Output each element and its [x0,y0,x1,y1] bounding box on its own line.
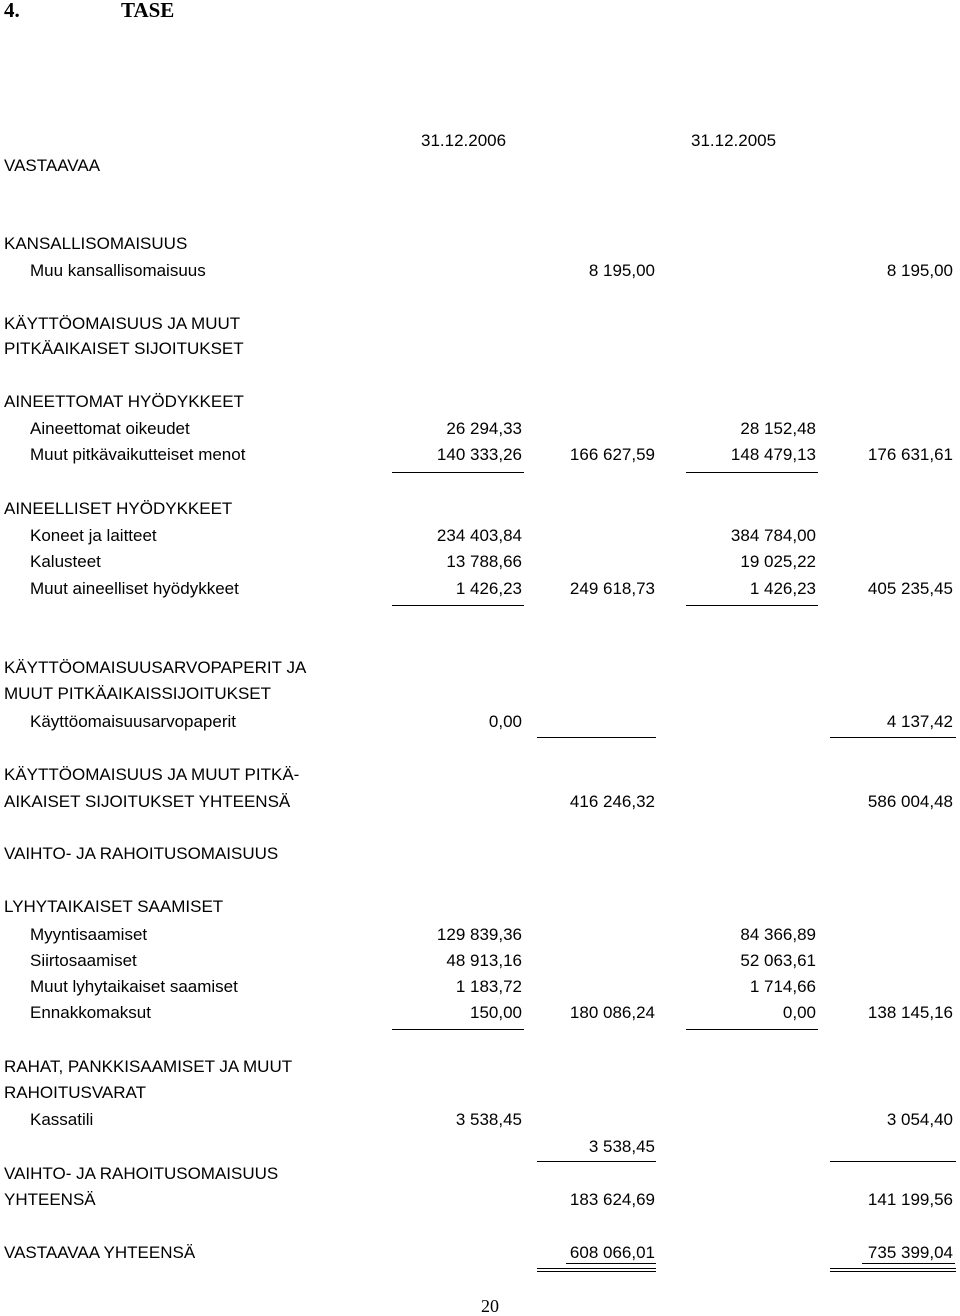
total-2006: 8 195,00 [588,261,655,280]
grand-total-2006: 608 066,01 [569,1243,655,1262]
value-2006: 129 839,36 [436,925,522,944]
row-label: Muut pitkävaikutteiset menot [30,445,246,464]
row-label: Koneet ja laitteet [30,526,157,545]
value-2006: 3 538,45 [455,1110,522,1129]
row-label: Muut lyhytaikaiset saamiset [30,977,238,996]
value-2005: 148 479,13 [730,445,816,464]
total-2005: 586 004,48 [867,792,953,811]
rahat-heading-1: RAHAT, PANKKISAAMISET JA MUUT [4,1057,293,1076]
row-label: Kalusteet [30,552,101,571]
value-2005: 52 063,61 [740,951,816,970]
value-2006: 1 183,72 [455,977,522,996]
row-label: Kassatili [30,1110,94,1129]
value-2006: 234 403,84 [436,526,522,545]
total-2006: 416 246,32 [569,792,655,811]
subtotal-underline [537,737,656,738]
value-2005: 19 025,22 [740,552,816,571]
kansallisomaisuus-heading: KANSALLISOMAISUUS [4,234,188,253]
row-label: Aineettomat oikeudet [30,419,190,438]
row-label: Siirtosaamiset [30,951,137,970]
subtotal-underline [830,1161,956,1162]
subtotal-underline [537,1161,656,1162]
page-number: 20 [481,1296,499,1316]
total-2005: 3 054,40 [886,1110,953,1129]
sijoitukset-heading-1: KÄYTTÖOMAISUUSARVOPAPERIT JA [4,658,307,677]
kayttoomaisuus-total-label-1: KÄYTTÖOMAISUUS JA MUUT PITKÄ- [4,765,300,784]
total-2005: 141 199,56 [867,1190,953,1209]
total-2005: 8 195,00 [886,261,953,280]
kayttoomaisuus-heading-2: PITKÄAIKAISET SIJOITUKSET [4,339,244,358]
value-2005: 1 426,23 [749,579,816,598]
value-2006: 0,00 [488,712,522,731]
total-2006: 180 086,24 [569,1003,655,1022]
side-title: VASTAAVAA [4,156,101,175]
column-header-2005: 31.12.2005 [691,131,777,150]
subtotal-underline [830,737,956,738]
saamiset-heading: LYHYTAIKAISET SAAMISET [4,897,224,916]
column-header-2006: 31.12.2006 [421,131,507,150]
row-label: Käyttöomaisuusarvopaperit [30,712,237,731]
total-2005: 138 145,16 [867,1003,953,1022]
value-2005: 28 152,48 [740,419,816,438]
sijoitukset-heading-2: MUUT PITKÄAIKAISSIJOITUKSET [4,684,272,703]
total-2006: 3 538,45 [588,1137,655,1156]
total-2006: 249 618,73 [569,579,655,598]
value-2006: 13 788,66 [446,552,522,571]
row-label: Ennakkomaksut [30,1003,151,1022]
subtotal-underline [686,1029,818,1030]
value-2005: 0,00 [782,1003,816,1022]
vaihto-heading: VAIHTO- JA RAHOITUSOMAISUUS [4,844,279,863]
kayttoomaisuus-heading-1: KÄYTTÖOMAISUUS JA MUUT [4,314,241,333]
total-2006: 183 624,69 [569,1190,655,1209]
subtotal-underline [686,605,818,606]
subtotal-underline [392,1029,524,1030]
value-2005: 84 366,89 [740,925,816,944]
total-2006: 166 627,59 [569,445,655,464]
value-2006: 26 294,33 [446,419,522,438]
value-2006: 1 426,23 [455,579,522,598]
total-2005: 176 631,61 [867,445,953,464]
total-underline [862,1263,955,1264]
row-label: Muut aineelliset hyödykkeet [30,579,239,598]
total-underline [566,1263,656,1264]
vaihto-total-label-2: YHTEENSÄ [4,1190,96,1209]
kayttoomaisuus-total-label-2: AIKAISET SIJOITUKSET YHTEENSÄ [4,792,291,811]
section-title: TASE [121,0,175,22]
value-2005: 1 714,66 [749,977,816,996]
subtotal-underline [392,472,524,473]
value-2006: 140 333,26 [436,445,522,464]
aineelliset-heading: AINEELLISET HYÖDYKKEET [4,499,233,518]
value-2006: 150,00 [470,1003,522,1022]
double-underline [830,1268,956,1272]
subtotal-underline [392,605,524,606]
row-label: Muu kansallisomaisuus [30,261,206,280]
grand-total-label: VASTAAVAA YHTEENSÄ [4,1243,196,1262]
value-2006: 48 913,16 [446,951,522,970]
value-2005: 384 784,00 [730,526,816,545]
row-label: Myyntisaamiset [30,925,148,944]
section-number: 4. [4,0,20,22]
total-2005: 405 235,45 [867,579,953,598]
subtotal-underline [686,472,818,473]
grand-total-2005: 735 399,04 [867,1243,953,1262]
double-underline [537,1268,656,1272]
aineettomat-heading: AINEETTOMAT HYÖDYKKEET [4,392,244,411]
total-2005: 4 137,42 [886,712,953,731]
vaihto-total-label-1: VAIHTO- JA RAHOITUSOMAISUUS [4,1164,279,1183]
rahat-heading-2: RAHOITUSVARAT [4,1083,146,1102]
